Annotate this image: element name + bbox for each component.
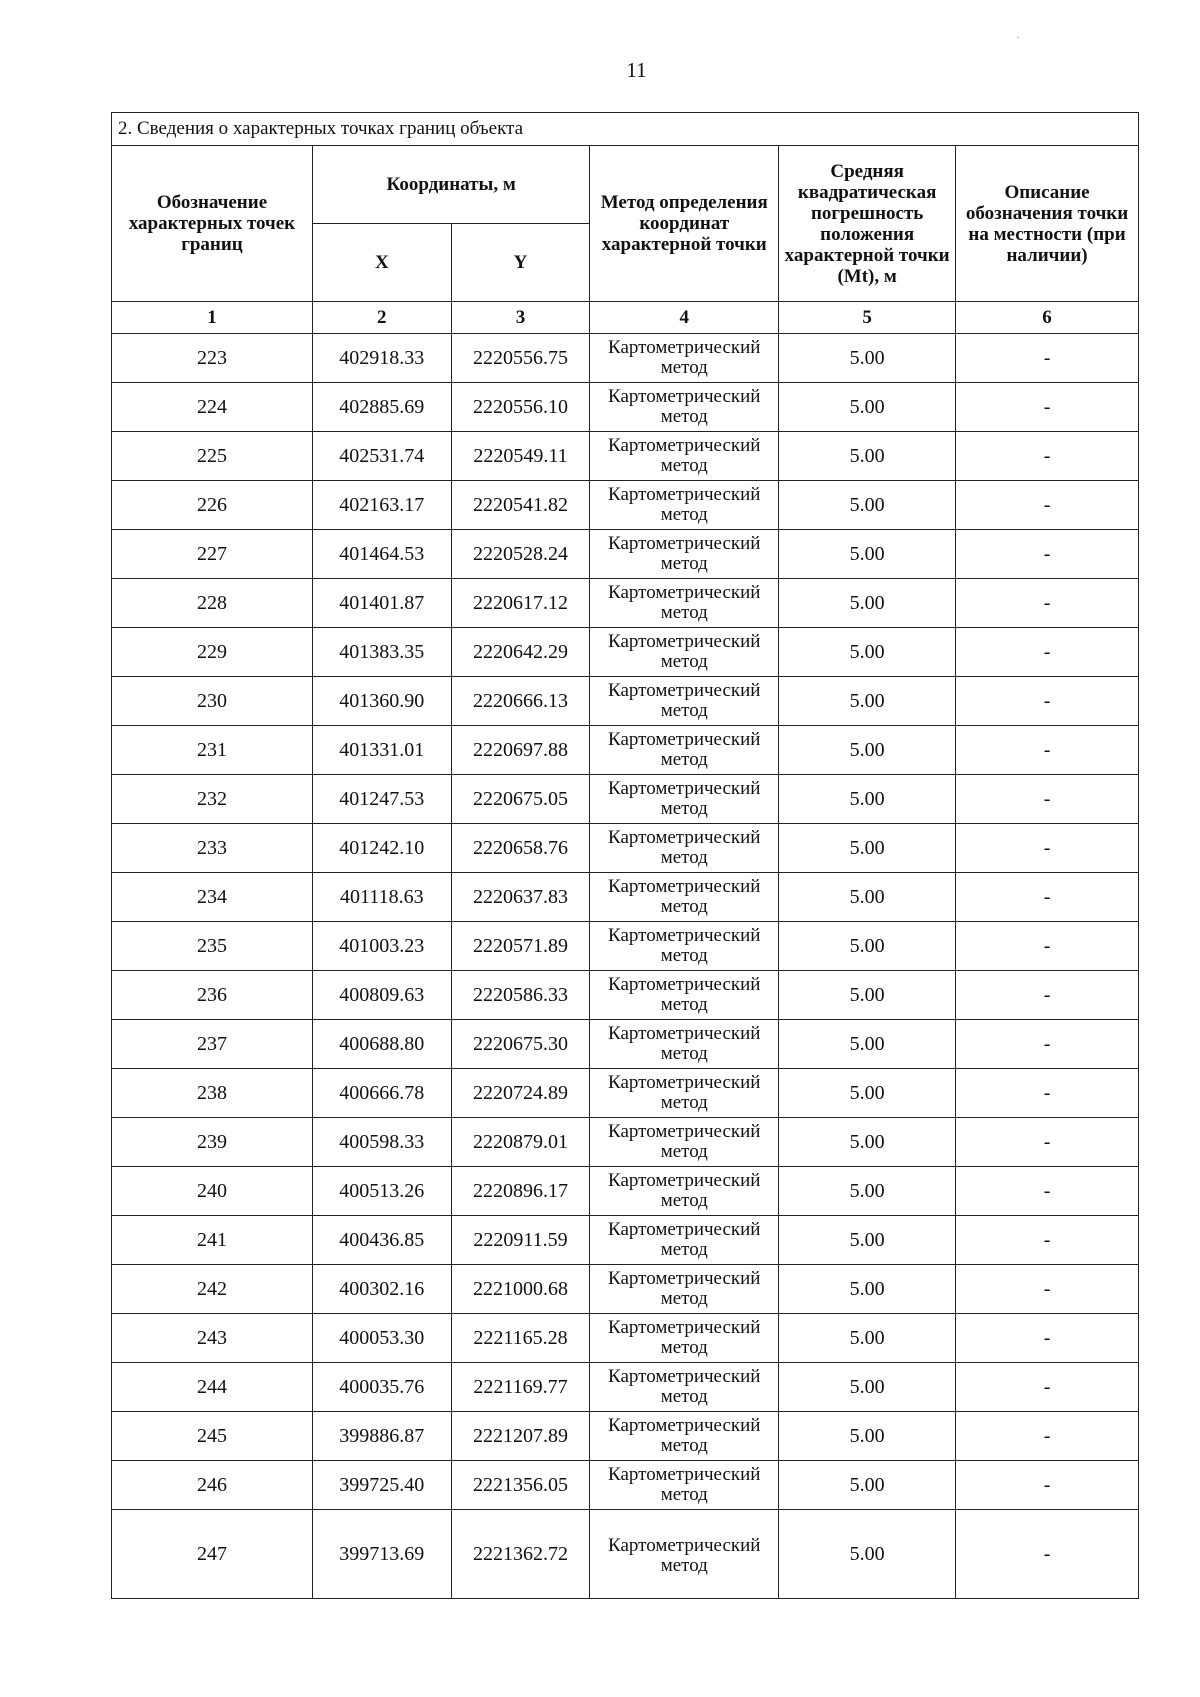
- table-row: [112, 726, 1139, 775]
- y-coordinate-cell: 2221000.68: [451, 1265, 590, 1314]
- page-number: 11: [626, 58, 647, 82]
- header-designation: Обозначение характерных точек границ: [112, 146, 313, 302]
- description-cell: -: [956, 1069, 1139, 1118]
- method-cell: [590, 1118, 779, 1167]
- method-line-2: метод: [660, 994, 708, 1015]
- description-cell: -: [956, 726, 1139, 775]
- y-coordinate-cell: 2220658.76: [451, 824, 590, 873]
- mt-error-cell: 5.00: [779, 1020, 956, 1069]
- x-coordinate-cell: 402885.69: [312, 383, 451, 432]
- point-id-cell: 243: [112, 1314, 313, 1363]
- x-coordinate-cell: 401247.53: [312, 775, 451, 824]
- description-cell: -: [956, 334, 1139, 383]
- column-number: 1: [112, 302, 313, 334]
- mt-error-cell: 5.00: [779, 628, 956, 677]
- method-cell: [590, 1510, 779, 1599]
- mt-error-cell: 5.00: [779, 775, 956, 824]
- point-id-cell: 229: [112, 628, 313, 677]
- y-coordinate-cell: 2220911.59: [451, 1216, 590, 1265]
- mt-error-cell: 5.00: [779, 1216, 956, 1265]
- x-coordinate-cell: 400598.33: [312, 1118, 451, 1167]
- method-line-2: метод: [660, 455, 708, 476]
- description-cell: -: [956, 677, 1139, 726]
- mt-error-cell: 5.00: [779, 1265, 956, 1314]
- x-coordinate-cell: 399713.69: [312, 1510, 451, 1599]
- description-cell: -: [956, 1510, 1139, 1599]
- point-id-cell: 247: [112, 1510, 313, 1599]
- description-cell: -: [956, 1265, 1139, 1314]
- description-cell: -: [956, 824, 1139, 873]
- point-id-cell: 240: [112, 1167, 313, 1216]
- method-line-2: метод: [660, 1555, 708, 1576]
- method-line-2: метод: [660, 651, 708, 672]
- method-line-1: Картометрический: [608, 1317, 761, 1338]
- x-coordinate-cell: 401401.87: [312, 579, 451, 628]
- x-coordinate-cell: 401383.35: [312, 628, 451, 677]
- method-line-1: Картометрический: [608, 729, 761, 750]
- method-line-2: метод: [660, 1141, 708, 1162]
- mt-error-cell: 5.00: [779, 1412, 956, 1461]
- table-row: [112, 1363, 1139, 1412]
- point-id-cell: 223: [112, 334, 313, 383]
- method-cell: [590, 432, 779, 481]
- method-cell: [590, 1314, 779, 1363]
- y-coordinate-cell: 2221207.89: [451, 1412, 590, 1461]
- method-line-1: Картометрический: [608, 631, 761, 652]
- point-id-cell: 246: [112, 1461, 313, 1510]
- mt-error-cell: 5.00: [779, 1167, 956, 1216]
- description-cell: -: [956, 1363, 1139, 1412]
- point-id-cell: 234: [112, 873, 313, 922]
- mt-error-cell: 5.00: [779, 1314, 956, 1363]
- y-coordinate-cell: 2220697.88: [451, 726, 590, 775]
- x-coordinate-cell: 402531.74: [312, 432, 451, 481]
- method-line-2: метод: [660, 1239, 708, 1260]
- mt-error-cell: 5.00: [779, 481, 956, 530]
- point-id-cell: 245: [112, 1412, 313, 1461]
- description-cell: -: [956, 1314, 1139, 1363]
- method-line-1: Картометрический: [608, 876, 761, 897]
- y-coordinate-cell: 2220541.82: [451, 481, 590, 530]
- method-cell: [590, 481, 779, 530]
- method-line-2: метод: [660, 553, 708, 574]
- method-cell: [590, 873, 779, 922]
- method-cell: [590, 1069, 779, 1118]
- mt-error-cell: 5.00: [779, 922, 956, 971]
- y-coordinate-cell: 2220896.17: [451, 1167, 590, 1216]
- method-line-1: Картометрический: [608, 386, 761, 407]
- method-line-2: метод: [660, 1190, 708, 1211]
- header-x: X: [312, 224, 451, 302]
- table-row: [112, 530, 1139, 579]
- table-row: [112, 383, 1139, 432]
- method-line-1: Картометрический: [608, 1415, 761, 1436]
- method-line-1: Картометрический: [608, 1023, 761, 1044]
- table-row: [112, 628, 1139, 677]
- point-id-cell: 228: [112, 579, 313, 628]
- y-coordinate-cell: 2220549.11: [451, 432, 590, 481]
- header-coordinates: Координаты, м: [312, 146, 589, 224]
- table-row: [112, 432, 1139, 481]
- x-coordinate-cell: 402918.33: [312, 334, 451, 383]
- y-coordinate-cell: 2220617.12: [451, 579, 590, 628]
- y-coordinate-cell: 2220642.29: [451, 628, 590, 677]
- method-line-2: метод: [660, 504, 708, 525]
- description-cell: -: [956, 432, 1139, 481]
- mt-error-cell: 5.00: [779, 579, 956, 628]
- point-id-cell: 239: [112, 1118, 313, 1167]
- point-id-cell: 237: [112, 1020, 313, 1069]
- description-cell: -: [956, 1461, 1139, 1510]
- point-id-cell: 238: [112, 1069, 313, 1118]
- table-row: [112, 922, 1139, 971]
- y-coordinate-cell: 2220528.24: [451, 530, 590, 579]
- point-id-cell: 242: [112, 1265, 313, 1314]
- description-cell: -: [956, 775, 1139, 824]
- mt-error-cell: 5.00: [779, 824, 956, 873]
- method-line-2: метод: [660, 1288, 708, 1309]
- column-number: 5: [779, 302, 956, 334]
- method-line-2: метод: [660, 1484, 708, 1505]
- mt-error-cell: 5.00: [779, 383, 956, 432]
- method-line-1: Картометрический: [608, 1219, 761, 1240]
- description-cell: -: [956, 1412, 1139, 1461]
- table-row: [112, 1265, 1139, 1314]
- point-id-cell: 224: [112, 383, 313, 432]
- x-coordinate-cell: 400053.30: [312, 1314, 451, 1363]
- table-row: [112, 579, 1139, 628]
- y-coordinate-cell: 2220637.83: [451, 873, 590, 922]
- y-coordinate-cell: 2221165.28: [451, 1314, 590, 1363]
- table-row: [112, 1118, 1139, 1167]
- point-id-cell: 232: [112, 775, 313, 824]
- point-id-cell: 235: [112, 922, 313, 971]
- method-cell: [590, 1265, 779, 1314]
- table-body: [112, 334, 1139, 1599]
- method-line-2: метод: [660, 357, 708, 378]
- point-id-cell: 236: [112, 971, 313, 1020]
- table-row: [112, 1167, 1139, 1216]
- method-line-1: Картометрический: [608, 1072, 761, 1093]
- section-title: 2. Сведения о характерных точках границ объекта: [112, 113, 1139, 146]
- method-line-2: метод: [660, 1435, 708, 1456]
- description-cell: -: [956, 628, 1139, 677]
- method-cell: [590, 971, 779, 1020]
- column-number: 3: [451, 302, 590, 334]
- y-coordinate-cell: 2221169.77: [451, 1363, 590, 1412]
- method-cell: [590, 677, 779, 726]
- table-row: [112, 1314, 1139, 1363]
- y-coordinate-cell: 2221362.72: [451, 1510, 590, 1599]
- table-row: [112, 1020, 1139, 1069]
- method-cell: [590, 775, 779, 824]
- method-line-2: метод: [660, 847, 708, 868]
- point-id-cell: 244: [112, 1363, 313, 1412]
- method-cell: [590, 824, 779, 873]
- x-coordinate-cell: 400809.63: [312, 971, 451, 1020]
- header-y: Y: [451, 224, 590, 302]
- x-coordinate-cell: 400688.80: [312, 1020, 451, 1069]
- description-cell: -: [956, 971, 1139, 1020]
- method-line-2: метод: [660, 749, 708, 770]
- x-coordinate-cell: 400035.76: [312, 1363, 451, 1412]
- table-row: [112, 481, 1139, 530]
- mt-error-cell: 5.00: [779, 677, 956, 726]
- description-cell: -: [956, 1167, 1139, 1216]
- mt-error-cell: 5.00: [779, 971, 956, 1020]
- x-coordinate-cell: 401360.90: [312, 677, 451, 726]
- mt-error-cell: 5.00: [779, 873, 956, 922]
- point-id-cell: 226: [112, 481, 313, 530]
- point-id-cell: 230: [112, 677, 313, 726]
- method-line-1: Картометрический: [608, 484, 761, 505]
- table-row: [112, 971, 1139, 1020]
- method-cell: [590, 1461, 779, 1510]
- method-line-2: метод: [660, 896, 708, 917]
- mt-error-cell: 5.00: [779, 1118, 956, 1167]
- point-id-cell: 241: [112, 1216, 313, 1265]
- scan-speck: ·: [1016, 30, 1020, 44]
- mt-error-cell: 5.00: [779, 334, 956, 383]
- method-line-1: Картометрический: [608, 827, 761, 848]
- y-coordinate-cell: 2220586.33: [451, 971, 590, 1020]
- method-line-2: метод: [660, 1386, 708, 1407]
- x-coordinate-cell: 401242.10: [312, 824, 451, 873]
- method-line-1: Картометрический: [608, 925, 761, 946]
- description-cell: -: [956, 922, 1139, 971]
- x-coordinate-cell: 400513.26: [312, 1167, 451, 1216]
- method-cell: [590, 922, 779, 971]
- point-id-cell: 233: [112, 824, 313, 873]
- description-cell: -: [956, 481, 1139, 530]
- point-id-cell: 227: [112, 530, 313, 579]
- method-cell: [590, 334, 779, 383]
- method-cell: [590, 530, 779, 579]
- method-cell: [590, 1363, 779, 1412]
- point-id-cell: 231: [112, 726, 313, 775]
- method-line-1: Картометрический: [608, 1268, 761, 1289]
- x-coordinate-cell: 401464.53: [312, 530, 451, 579]
- y-coordinate-cell: 2220556.75: [451, 334, 590, 383]
- method-line-1: Картометрический: [608, 778, 761, 799]
- method-line-1: Картометрический: [608, 974, 761, 995]
- x-coordinate-cell: 401118.63: [312, 873, 451, 922]
- x-coordinate-cell: 400666.78: [312, 1069, 451, 1118]
- column-number: 6: [956, 302, 1139, 334]
- y-coordinate-cell: 2220571.89: [451, 922, 590, 971]
- method-line-1: Картометрический: [608, 1121, 761, 1142]
- table-row: [112, 775, 1139, 824]
- table-row: [112, 873, 1139, 922]
- mt-error-cell: 5.00: [779, 1363, 956, 1412]
- method-cell: [590, 383, 779, 432]
- method-line-2: метод: [660, 945, 708, 966]
- method-line-1: Картометрический: [608, 435, 761, 456]
- table-row: [112, 1510, 1139, 1599]
- y-coordinate-cell: 2220556.10: [451, 383, 590, 432]
- method-line-2: метод: [660, 798, 708, 819]
- method-cell: [590, 1216, 779, 1265]
- method-line-2: метод: [660, 406, 708, 427]
- method-line-1: Картометрический: [608, 1464, 761, 1485]
- column-number: 4: [590, 302, 779, 334]
- mt-error-cell: 5.00: [779, 530, 956, 579]
- x-coordinate-cell: 399886.87: [312, 1412, 451, 1461]
- table-row: [112, 1216, 1139, 1265]
- x-coordinate-cell: 400302.16: [312, 1265, 451, 1314]
- table-row: [112, 1412, 1139, 1461]
- table-row: [112, 824, 1139, 873]
- table-row: [112, 1069, 1139, 1118]
- header-error: Средняя квадратическая погрешность положения характерной точки (Mt), м: [779, 146, 956, 302]
- header-method: Метод определения координат характерной точки: [590, 146, 779, 302]
- method-line-2: метод: [660, 700, 708, 721]
- y-coordinate-cell: 2221356.05: [451, 1461, 590, 1510]
- description-cell: -: [956, 1216, 1139, 1265]
- method-cell: [590, 1167, 779, 1216]
- method-line-2: метод: [660, 1092, 708, 1113]
- method-cell: [590, 726, 779, 775]
- x-coordinate-cell: 400436.85: [312, 1216, 451, 1265]
- method-line-1: Картометрический: [608, 680, 761, 701]
- method-line-1: Картометрический: [608, 1366, 761, 1387]
- description-cell: -: [956, 383, 1139, 432]
- description-cell: -: [956, 579, 1139, 628]
- description-cell: -: [956, 530, 1139, 579]
- method-cell: [590, 1020, 779, 1069]
- y-coordinate-cell: 2220675.05: [451, 775, 590, 824]
- y-coordinate-cell: 2220675.30: [451, 1020, 590, 1069]
- method-line-1: Картометрический: [608, 337, 761, 358]
- table-row: [112, 677, 1139, 726]
- description-cell: -: [956, 873, 1139, 922]
- mt-error-cell: 5.00: [779, 1069, 956, 1118]
- description-cell: -: [956, 1020, 1139, 1069]
- mt-error-cell: 5.00: [779, 432, 956, 481]
- x-coordinate-cell: 402163.17: [312, 481, 451, 530]
- table-row: [112, 1461, 1139, 1510]
- method-line-1: Картометрический: [608, 533, 761, 554]
- method-line-2: метод: [660, 1337, 708, 1358]
- table-row: [112, 334, 1139, 383]
- method-cell: [590, 1412, 779, 1461]
- y-coordinate-cell: 2220724.89: [451, 1069, 590, 1118]
- y-coordinate-cell: 2220879.01: [451, 1118, 590, 1167]
- method-line-1: Картометрический: [608, 582, 761, 603]
- x-coordinate-cell: 399725.40: [312, 1461, 451, 1510]
- description-cell: -: [956, 1118, 1139, 1167]
- method-line-2: метод: [660, 1043, 708, 1064]
- x-coordinate-cell: 401003.23: [312, 922, 451, 971]
- point-id-cell: 225: [112, 432, 313, 481]
- mt-error-cell: 5.00: [779, 726, 956, 775]
- mt-error-cell: 5.00: [779, 1461, 956, 1510]
- mt-error-cell: 5.00: [779, 1510, 956, 1599]
- column-number: 2: [312, 302, 451, 334]
- header-description: Описание обозначения точки на местности (при наличии): [956, 146, 1139, 302]
- method-cell: [590, 579, 779, 628]
- x-coordinate-cell: 401331.01: [312, 726, 451, 775]
- method-line-2: метод: [660, 602, 708, 623]
- method-line-1: Картометрический: [608, 1170, 761, 1191]
- method-cell: [590, 628, 779, 677]
- boundary-points-table: [111, 112, 1139, 1599]
- method-line-1: Картометрический: [608, 1535, 761, 1556]
- y-coordinate-cell: 2220666.13: [451, 677, 590, 726]
